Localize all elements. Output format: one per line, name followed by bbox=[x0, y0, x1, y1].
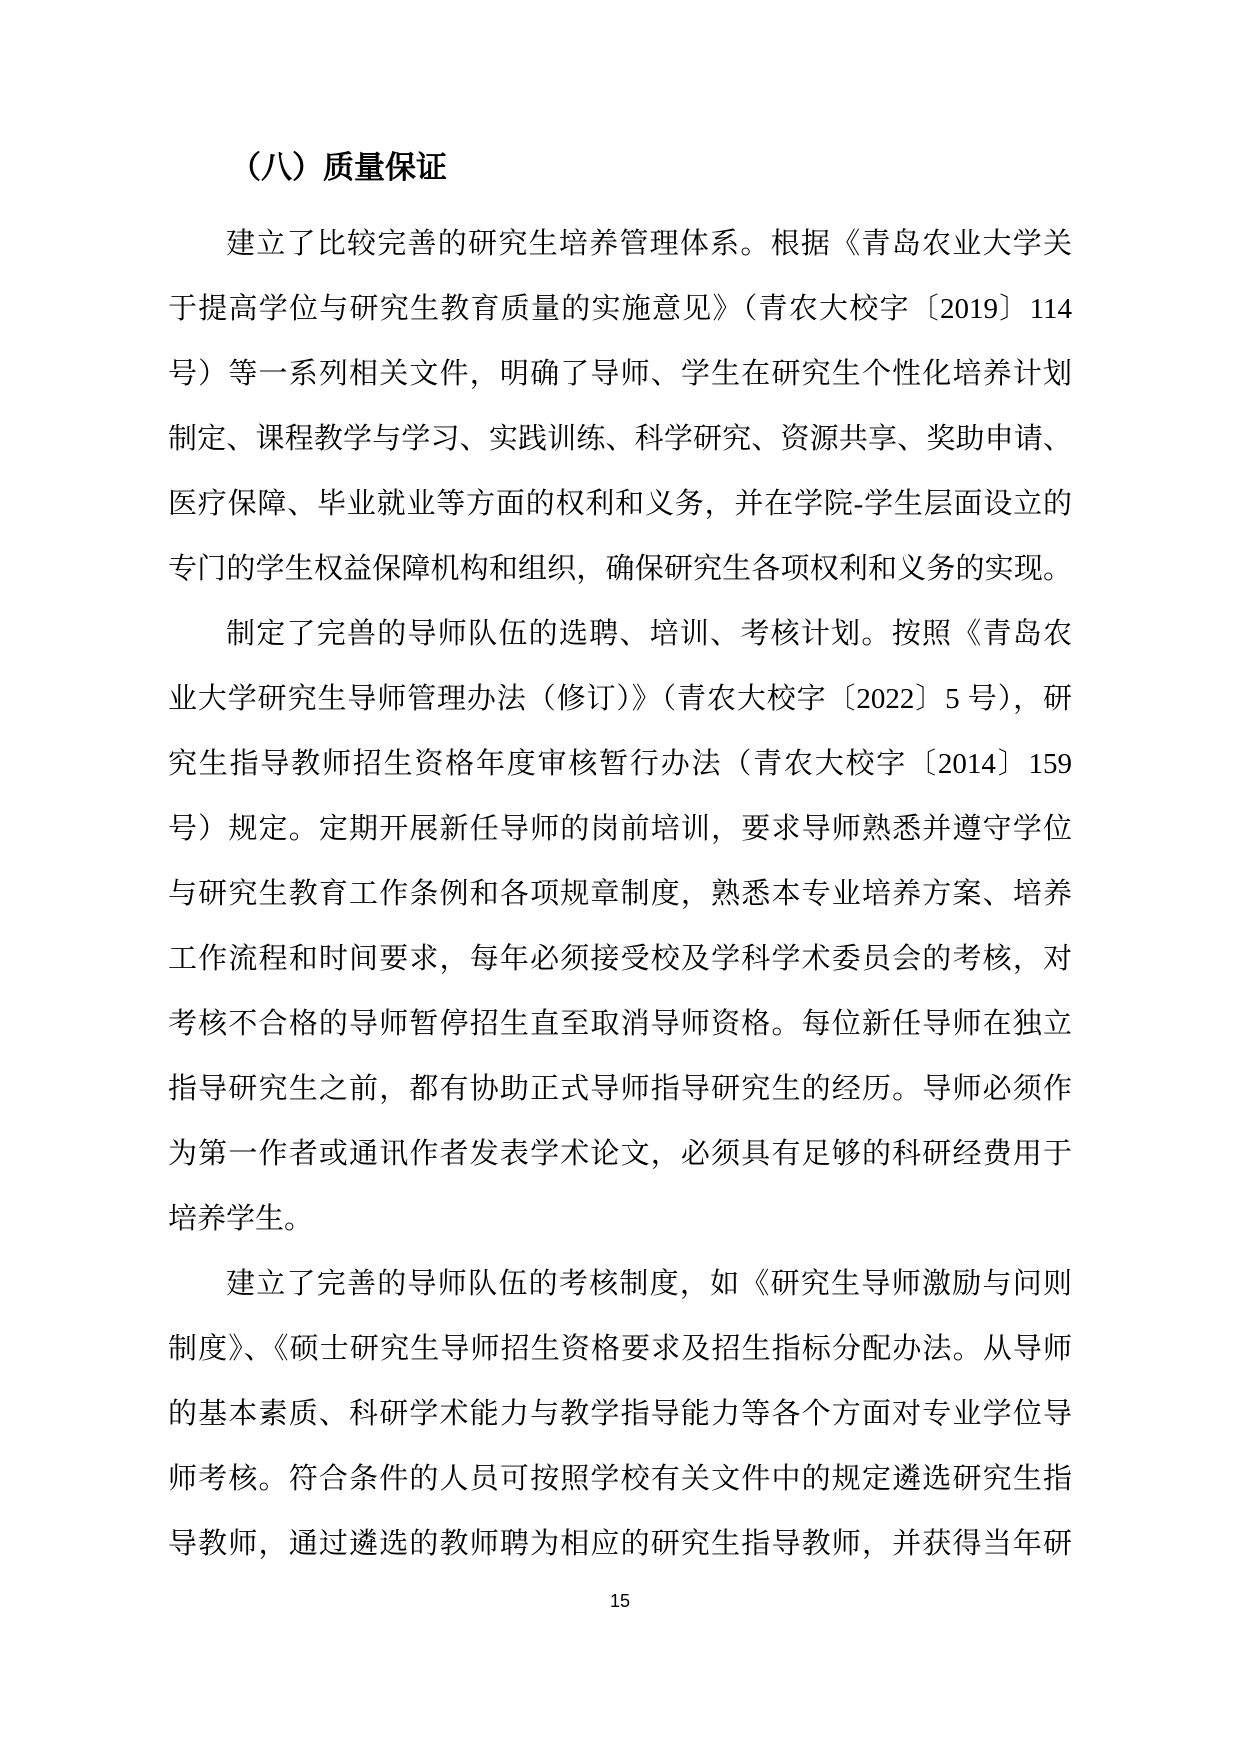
paragraph-3 bbox=[168, 1252, 1072, 1577]
text-line: 与研究生教育工作条例和各项规章制度，熟悉本专业培养方案、培养 bbox=[168, 878, 1072, 910]
paragraph-2 bbox=[168, 602, 1072, 1252]
paragraph-1 bbox=[168, 212, 1072, 602]
text-line: 专门的学生权益保障机构和组织，确保研究生各项权利和义务的实现。 bbox=[168, 553, 1072, 585]
text-line: 号）等一系列相关文件，明确了导师、学生在研究生个性化培养计划 bbox=[168, 358, 1072, 390]
text-line: 究生指导教师招生资格年度审核暂行办法（青农大校字〔2014〕159 bbox=[168, 748, 1072, 780]
text-line: 制度》、《硕士研究生导师招生资格要求及招生指标分配办法。从导师 bbox=[168, 1333, 1072, 1365]
text-line: 于提高学位与研究生教育质量的实施意见》（青农大校字〔2019〕114 bbox=[168, 293, 1072, 325]
text-line: 建立了比较完善的研究生培养管理体系。根据《青岛农业大学关 bbox=[226, 228, 1072, 260]
text-line: 考核不合格的导师暂停招生直至取消导师资格。每位新任导师在独立 bbox=[168, 1008, 1072, 1040]
text-line: 师考核。符合条件的人员可按照学校有关文件中的规定遴选研究生指 bbox=[168, 1463, 1072, 1495]
text-line: 工作流程和时间要求，每年必须接受校及学科学术委员会的考核，对 bbox=[168, 943, 1072, 975]
text-line: 制定、课程教学与学习、实践训练、科学研究、资源共享、奖助申请、 bbox=[168, 423, 1072, 455]
text-line: 医疗保障、毕业就业等方面的权利和义务，并在学院-学生层面设立的 bbox=[168, 488, 1072, 520]
text-line: 建立了完善的导师队伍的考核制度，如《研究生导师激励与问则 bbox=[226, 1268, 1072, 1300]
page-number: 15 bbox=[609, 1591, 631, 1611]
text-line: 号）规定。定期开展新任导师的岗前培训，要求导师熟悉并遵守学位 bbox=[168, 813, 1072, 845]
section-heading: （八）质量保证 bbox=[230, 150, 447, 185]
text-line: 业大学研究生导师管理办法（修订）》（青农大校字〔2022〕5 号），研 bbox=[168, 683, 1072, 715]
text-line: 培养学生。 bbox=[168, 1203, 314, 1235]
page-footer bbox=[168, 1588, 1072, 1614]
text-line: 指导研究生之前，都有协助正式导师指导研究生的经历。导师必须作 bbox=[168, 1073, 1072, 1105]
text-line: 导教师，通过遴选的教师聘为相应的研究生指导教师，并获得当年研 bbox=[168, 1528, 1072, 1560]
text-line: 为第一作者或通讯作者发表学术论文，必须具有足够的科研经费用于 bbox=[168, 1138, 1072, 1170]
text-line: 制定了完兽的导师队伍的选聘、培训、考核计划。按照《青岛农 bbox=[226, 618, 1072, 650]
text-line: 的基本素质、科研学术能力与教学指导能力等各个方面对专业学位导 bbox=[168, 1398, 1072, 1430]
